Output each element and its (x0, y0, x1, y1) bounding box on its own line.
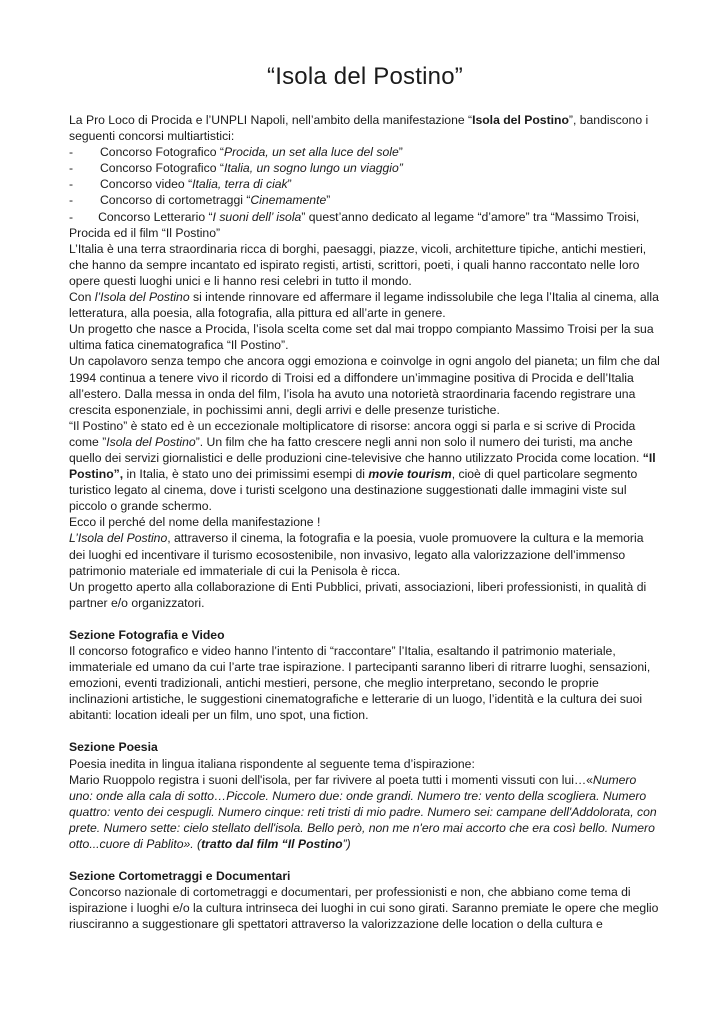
intro-paragraph (69, 112, 661, 144)
section-text-poesia-intro: Poesia inedita in lingua italiana rispondente al seguente tema d’ispirazione: (69, 756, 475, 771)
contest-title: Cinemamente (250, 193, 327, 208)
paragraph-nome: Ecco il perché del nome della manifestazione ! (69, 515, 321, 530)
contest-item (69, 192, 661, 208)
contest-item (69, 144, 661, 160)
text-run-bold: “Il Postino”, (69, 450, 656, 482)
contest-item (69, 160, 661, 176)
list-dash: - (69, 161, 74, 176)
contest-item (69, 176, 661, 192)
text-run-bold-italic: tratto dal film “Il Postino (201, 837, 343, 852)
section-text-corto: Concorso nazionale di cortometraggi e documentari, per professionisti e non, che abbiano come tema di ispirazione i luoghi e/o la cultura intrinseca dei luoghi in cui sono girati. Saranno premiate le opere che meglio riusciranno a suggestionare gli spettatori attraverso la valorizzazione delle location o della cultura e (69, 885, 659, 932)
text-run: Con (69, 290, 95, 305)
text-run-italic: L’Isola del Postino (69, 531, 168, 546)
contest-title: I suoni dell’ isola (212, 209, 302, 224)
section-heading-corto: Sezione Cortometraggi e Documentari (69, 869, 291, 884)
contest-label: Concorso Fotografico “ (100, 161, 224, 176)
contest-suffix: ” quest’anno dedicato al legame “d’amore” tra “Massimo Troisi, Procida ed il film “Il Postino” (69, 209, 640, 240)
paragraph-italia: L’Italia è una terra straordinaria ricca di borghi, paesaggi, piazze, vicoli, architetture tipiche, antichi mestieri, che hanno da sempre incantato ed ispirato registi, artisti, scrittori, poeti, i quali hanno raccontato nelle loro opere questi luoghi unici e li hanno resi celebri in tutto il mondo. (69, 241, 647, 288)
contest-label: Concorso Fotografico “ (100, 145, 224, 160)
paragraph-capolavoro: Un capolavoro senza tempo che ancora oggi emoziona e coinvolge in ogni angolo del pianeta; un film che dal 1994 continua a tenere vivo il ricordo di Troisi ed a diffondere un’immagine positiva di Procida e dell’Italia all’estero. Dalla messa in onda del film, l’isola ha avuto una notorietà straordinaria facendo registrare una crescita esponenziale, in pochissimi anni, degli arrivi e delle presenze turistiche. (69, 354, 660, 417)
contest-title: Procida, un set alla luce del sole (223, 145, 399, 160)
text-run: ”. Un film che ha fatto crescere negli anni non solo il numero dei turisti, ma anche quello dei servizi giornalistici e delle produzioni cine-televisive che hanno utilizzato Procida come location. (69, 434, 643, 465)
paragraph-cultura (69, 530, 661, 578)
text-run: , attraverso il cinema, la fotografia e la poesia, vuole promuovere la cultura e la memoria dei luoghi ed incentivare il turismo ecosostenibile, non invasivo, legato alla valorizzazione dell’immenso patrimonio materiale ed immateriale di cui la Penisola è ricca. (69, 531, 644, 578)
intro-event-name: Isola del Postino (472, 113, 569, 127)
text-run: “Il Postino” è stato ed è un eccezionale moltiplicatore di risorse: ancora oggi si parla e si scrive di Procida come ” (69, 418, 636, 449)
contest-label: Concorso di cortometraggi “ (100, 193, 251, 208)
list-dash: - (69, 193, 74, 208)
paragraph-progetto: Un progetto che nasce a Procida, l’isola scelta come set dal mai troppo compianto Massimo Troisi per la sua ultima fatica cinematografica “Il Postino”. (69, 322, 654, 353)
document-title: “Isola del Postino” (267, 63, 463, 90)
paragraph-isola (69, 289, 661, 321)
paragraph-il-postino (69, 418, 661, 515)
contest-item (69, 209, 661, 241)
contest-suffix: ” (326, 193, 331, 208)
section-heading-foto: Sezione Fotografia e Video (69, 627, 225, 642)
list-dash: - (69, 209, 74, 224)
intro-text-a: La Pro Loco di Procida e l’UNPLI Napoli, nell’ambito della manifestazione “ (69, 113, 473, 127)
spacer (69, 611, 661, 627)
text-run: si intende rinnovare ed affermare il legame indissolubile che lega l’Italia al cinema, alla letteratura, alla poesia, alla fotografia, alla pittura ed all’arte in genere. (69, 290, 659, 321)
contest-title: Italia, un sogno lungo un viaggio” (223, 161, 403, 176)
text-run: , cioè di quel particolare segmento turistico legato al cinema, dove i turisti scelgono una destinazione suggestionati dalle immagini viste sul piccolo o grande schermo. (69, 467, 638, 514)
intro-text-c: ”, bandiscono i seguenti concorsi multiartistici: (69, 113, 649, 144)
contest-list (69, 144, 661, 241)
text-run: in Italia, è stato uno dei primissimi esempi di (123, 467, 369, 482)
text-run-italic: ». ( (183, 837, 202, 852)
text-run: Mario Ruoppolo registra i suoni dell'isola, per far rivivere al poeta tutti i momenti vissuti con lui…« (69, 772, 593, 787)
text-run-italic: Numero uno: onde alla cala di sotto…Piccole. Numero due: onde grandi. Numero tre: vento della scogliera. Numero quattro: vento dei cespugli. Numero cinque: reti tristi di mio padre. Numero sei: campane dell'Addolorata, con prete. Numero sette: cielo stellato dell'isola. Bello però, non me n'ero mai accorto che era così bello. Numero otto...cuore di Pablito (69, 772, 657, 852)
section-text-foto: Il concorso fotografico e video hanno l’intento di “raccontare” l’Italia, esaltando il patrimonio materiale, immateriale ed umano da cui l’arte trae ispirazione. I partecipanti saranno liberi di ritrarre luoghi, sensazioni, emozioni, eventi tradizionali, antichi mestieri, persone, che meglio interpretano, secondo le proprie inclinazioni artistiche, le suggestioni cinematografiche e letterarie di un luogo, l’identità e la cultura dei suoi abitanti: location ideali per un film, uno spot, una fiction. (69, 644, 651, 723)
spacer (69, 723, 661, 739)
contest-suffix: ” (398, 145, 403, 160)
contest-label: Concorso video “ (100, 177, 193, 192)
section-heading-poesia: Sezione Poesia (69, 740, 158, 755)
list-dash: - (69, 177, 74, 192)
paragraph-partner: Un progetto aperto alla collaborazione di Enti Pubblici, privati, associazioni, liberi professionisti, in qualità di partner e/o organizzatori. (69, 579, 647, 610)
contest-title: Italia, terra di ciak (192, 177, 288, 192)
text-run-italic: l’Isola del Postino (94, 290, 190, 305)
section-text-poesia (69, 772, 661, 852)
contest-suffix: ” (287, 177, 292, 192)
contest-label: Concorso Letterario “ (98, 209, 213, 224)
text-run-bold-italic: movie tourism (368, 467, 452, 482)
spacer (69, 852, 661, 868)
text-run-italic: ”) (342, 837, 351, 852)
list-dash: - (69, 145, 74, 160)
text-run-italic: Isola del Postino (106, 434, 196, 449)
